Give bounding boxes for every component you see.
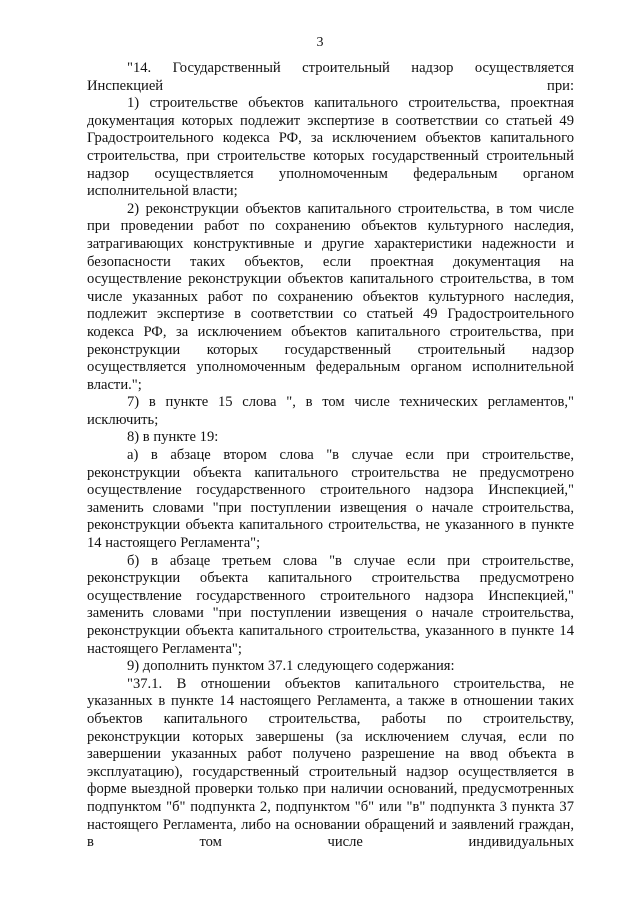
paragraph-amendment-9: 9) дополнить пунктом 37.1 следующего содержания: [127,658,455,675]
paragraph-item-37-1: "37.1. В отношении объектов капитального строительства, не указанных в пункте 14 настоящего Регламента, а также в отношении таких объектов капитального строительства, работы по строительству, реконструкции которых завершены (за исключением случая, если по завершении указанных работ получено разрешение на ввод объекта в эксплуатацию), государственный строительный надзор осуществляется в форме выездной проверки только при наличии оснований, предусмотренных подпунктом "б" подпункта 2, подпунктом "б" или "в" подпункта 3 пункта 37 настоящего Регламента, либо на основании обращений и заявлений граждан, в том числе индивидуальных [87,675,574,851]
page-number: 3 [316,35,324,50]
paragraph-subitem-1: 1) строительстве объектов капитального строительства, проектная документация которых подлежит экспертизе в соответствии со статьей 49 Градостроительного кодекса РФ, за исключением объектов капитального строительства, при строительстве которых государственный строительный надзор осуществляется уполномоченным федеральным органом исполнительной власти; [87,95,574,200]
paragraph-item-14: "14. Государственный строительный надзор осуществляется Инспекцией при: [87,60,574,94]
paragraph-amendment-7: 7) в пункте 15 слова ", в том числе технических регламентов," исключить; [87,394,574,428]
paragraph-amendment-8a: а) в абзаце втором слова "в случае если при строительстве, реконструкции объекта капитального строительства не предусмотрено осуществление государственного строительного надзора Инспекцией," заменить словами "при поступлении извещения о начале строительства, реконструкции объекта капитального строительства, не указанного в пункте 14 настоящего Регламента"; [87,447,574,552]
document-body [87,60,574,852]
paragraph-amendment-8: 8) в пункте 19: [127,429,219,446]
paragraph-subitem-2: 2) реконструкции объектов капитального строительства, в том числе при проведении работ по сохранению объектов культурного наследия, затрагивающих конструктивные и другие характеристики надежности и безопасности таких объектов, если проектная документация на осуществление реконструкции объектов капитального строительства, в том числе указанных работ по сохранению объектов культурного наследия, подлежит экспертизе в соответствии со статьей 49 Градостроительного кодекса РФ, за исключением объектов капитального строительства, при реконструкции которых государственный строительный надзор осуществляется уполномоченным федеральным органом исполнительной власти."; [87,200,574,393]
paragraph-amendment-8b: б) в абзаце третьем слова "в случае если при строительстве, реконструкции объекта капитального строительства предусмотрено осуществление государственного строительного надзора Инспекцией," заменить словами "при поступлении извещения о начале строительства, реконструкции объекта капитального строительства, указанного в пункте 14 настоящего Регламента"; [87,552,574,657]
